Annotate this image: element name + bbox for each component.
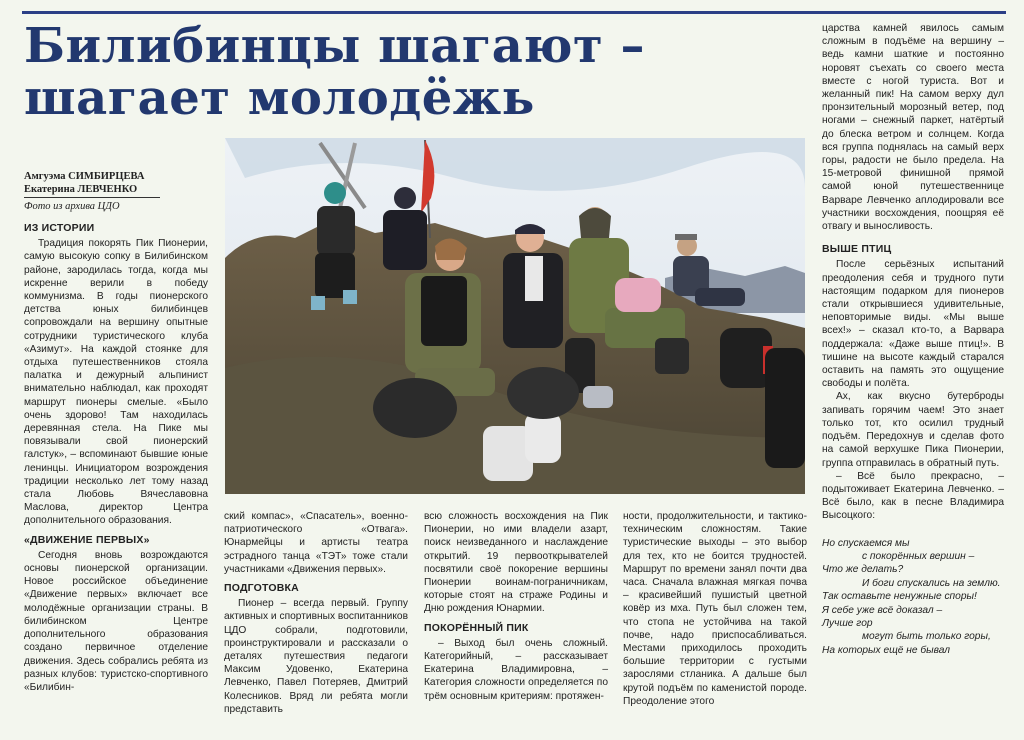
- poem-line: Так оставьте ненужные споры!: [822, 591, 977, 603]
- heading-preparation: ПОДГОТОВКА: [224, 582, 299, 595]
- paragraph-summary: – Всё было прекрасно, – подытоживает Екатерина Левченко. – Всё было, как в песне Владимира Высоцкого:: [822, 470, 1004, 522]
- poem-line: с покорённых вершин –: [862, 550, 975, 562]
- paragraph-history: Традиция покорять Пик Пионерии, самую высокую сопку в Билибинском районе, зародилась тогда, когда мы искренне верили в победу коммунизма. В годы пионерского детства юных билибинцев сопровождали на вершину опытные сотрудники туристического клуба «Азимут». На каждой стоянке для отдыха путешественников стояла палатка и дежурный альпинист внимательно наблюдал, как проходят маршрут пионеры смелые. «Было очень здорово! Там находилась деревянная стела. На Пике мы повязывали свой пионерский галстук», – вспоминают бывшие юные ленинцы. Инициатором возрождения традиции несколько лет тому назад стала Любовь Вячеславовна Маслова, директор Центра дополнительного образования.: [24, 238, 208, 527]
- poem-line: На которых ещё не бывал: [822, 644, 951, 656]
- column-5: [822, 22, 1004, 657]
- paragraph-peak-cont: ности, продолжительности, и тактико-техническим сложностям. Такие туристические выходы – это выбор для тех, кто не боится трудностей. Маршрут по времени занял почти два часа. Сначала влажная мягкая почва – красивейший пушистый цветной ковёр из мха. Путь был сложен тем, что стопа не устойчива на такой почве, надо приспосабливаться. Местами приходилось проходить большие территории с густыми зарослями стланика. А дальше был крутой подъём по каменистой породе. Преодоление этого: [623, 511, 807, 707]
- paragraph-preparation-cont: всю сложность восхождения на Пик Пионерии, но ими владели азарт, поиск неизведанного и наслаждение открытий. 19 первооткрывателей посвятили своё покорение вершины Пионерии воинам-пограничникам, которые стоят на страже Родины и Дню рождения Юнармии.: [424, 511, 608, 615]
- paragraph-conquered-peak: – Выход был очень сложный. Категорийный, – рассказывает Екатерина Владимировна, – Категория сложности определяется по трём основным критериям: протяжен-: [424, 637, 608, 702]
- photo-credit: Фото из архива ЦДО: [24, 201, 120, 212]
- group-photo: [225, 138, 805, 494]
- heading-movement: «ДВИЖЕНИЕ ПЕРВЫХ»: [24, 533, 150, 546]
- heading-above-birds: ВЫШЕ ПТИЦ: [822, 243, 892, 256]
- paragraph-sandwiches: Ах, как вкусно бутерброды запивать горячим чаем! Это знает только тот, кто осилил трудный подъём. Передохнув и сделав фото на самой верхушке Пика Пионерии, группа отправилась в обратный путь.: [822, 391, 1004, 469]
- column-1: [24, 222, 208, 694]
- title-line-1: Билибинцы шагают –: [24, 18, 645, 74]
- column-4: [623, 510, 807, 708]
- top-rule: [22, 11, 1006, 14]
- paragraph-movement-cont: ский компас», «Спасатель», военно-патриотического «Отвага». Юнармейцы и артисты театра эстрадного танца «ТЭТ» тоже стали участниками «Движения первых».: [224, 511, 408, 575]
- poem-line: Что же делать?: [822, 564, 904, 576]
- heading-history: ИЗ ИСТОРИИ: [24, 222, 95, 234]
- poem-line: Я себе уже всё доказал –: [822, 604, 943, 616]
- byline-rule: [24, 197, 160, 198]
- poem-line: Но спускаемся мы: [822, 537, 910, 549]
- paragraph-movement: Сегодня вновь возрождаются основы пионерской организации. Новое российское объединение «Движение первых» включает все молодёжные организации страны. В билибинском Центре дополнительного образования создано первичное отделение движения. Здесь собрались ребята из разных клубов: туристско-спортивного «Билибин-: [24, 549, 208, 693]
- paragraph-peak-end: царства камней явилось самым сложным в подъёме на вершину – ведь камни шаткие и постоянно норовят съехать со своего места вместе с ногой туриста. Вот и желанный пик! На самом верху дул пронзительный морозный ветер, под ногами – снежный паркет, натёртый до блеска ветром и солнцем. Когда вся группа поднялась на самый верх горы, радости не было предела. На 15-метровой финишной прямой самой юной путешественнице Варваре Левченко аплодировали все участники восхождения, поощряя её отвагу и выносливость.: [822, 23, 1004, 233]
- poem-line: Лучше гор: [822, 617, 873, 629]
- poem-line: могут быть только горы,: [862, 631, 991, 643]
- column-3: [424, 510, 608, 703]
- poem-line: И боги спускались на землю.: [862, 577, 1001, 589]
- poem-quote: [822, 537, 1004, 658]
- title-line-2: шагает молодёжь: [24, 70, 535, 126]
- heading-conquered-peak: ПОКОРЁННЫЙ ПИК: [424, 621, 529, 634]
- column-2: [224, 510, 408, 716]
- group-photo-illustration: [225, 138, 805, 494]
- paragraph-above-birds: После серьёзных испытаний преодоления себя и трудного пути настоящим подарком для пионеров стали открывшиеся удивительные, неповторимые виды. «Мы выше всех!» – сказал кто-то, а Варвара поддержала: «Даже выше птиц!». В тишине на высоте каждый старался оставить на память это ощущение свободы и полёта.: [822, 259, 1004, 390]
- author-1: Амгуэма СИМБИРЦЕВА: [24, 171, 145, 182]
- byline: [24, 170, 224, 213]
- author-2: Екатерина ЛЕВЧЕНКО: [24, 184, 138, 195]
- article-title: [24, 20, 784, 124]
- paragraph-preparation: Пионер – всегда первый. Группу активных и спортивных воспитанников ЦДО собрали, подготовили, проинструктировали и рассказали о деталях путешествия педагоги Максим Удовенко, Екатерина Левченко, Павел Потеряев, Дмитрий Колесников. Вряд ли ребята могли представить: [224, 598, 408, 715]
